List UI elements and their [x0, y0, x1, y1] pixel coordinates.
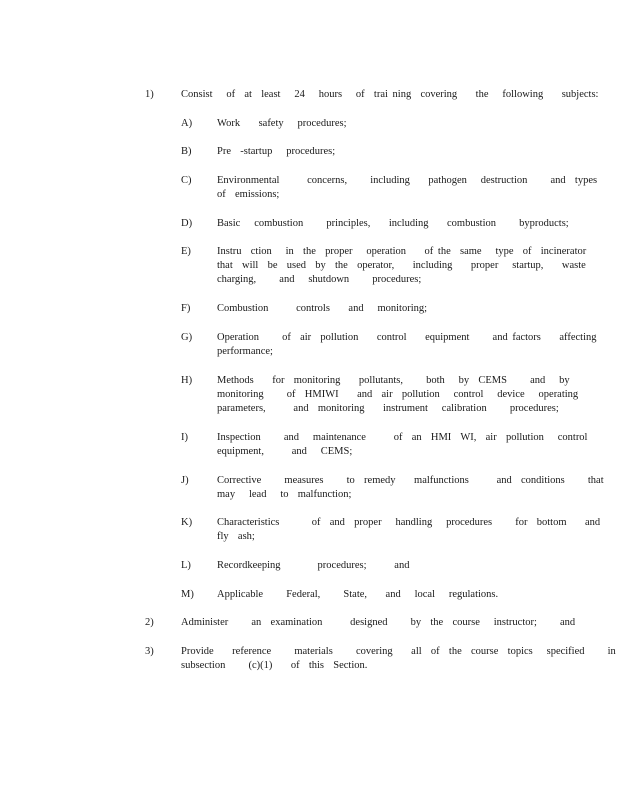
text-line: Combustion controls and monitoring; — [217, 303, 428, 314]
item-text — [181, 645, 616, 673]
item-text — [217, 331, 597, 359]
text-line: Instru ction in the proper operation of the same type of incinerator — [217, 246, 587, 257]
text-line: Recordkeeping procedures; and — [217, 560, 410, 571]
text-line: that will be used by the operator, including proper startup, waste — [217, 260, 586, 271]
item-text — [217, 145, 539, 159]
item-letter: K) — [181, 517, 193, 528]
item-letter: J) — [181, 475, 189, 486]
item-text — [217, 245, 587, 287]
item-number: 2) — [145, 617, 154, 628]
item-letter: H) — [181, 375, 193, 386]
text-line: of emissions; — [217, 189, 280, 200]
text-line: monitoring of HMIWI and air pollution control device operating — [217, 389, 579, 400]
text-line: Inspection and maintenance of an HMI WI, air pollution control — [217, 432, 588, 443]
item-letter: F) — [181, 303, 191, 314]
text-line: may lead to malfunction; — [217, 489, 352, 500]
text-line: Basic combustion principles, including combustion byproducts; — [217, 218, 569, 229]
item-letter: C) — [181, 175, 192, 186]
item-text — [217, 474, 604, 502]
item-text — [217, 117, 539, 131]
item-letter: G) — [181, 332, 193, 343]
text-line: subsection (c)(1) of this Section. — [181, 660, 368, 671]
item-number: 3) — [145, 646, 154, 657]
text-line: Methods for monitoring pollutants, both by CEMS and by — [217, 375, 570, 386]
item-text — [217, 588, 539, 602]
item-letter: M) — [181, 589, 194, 600]
item-letter: B) — [181, 146, 192, 157]
item-letter: E) — [181, 246, 191, 257]
item-letter: I) — [181, 432, 188, 443]
text-line: Applicable Federal, State, and local regulations. — [217, 589, 499, 600]
text-line: performance; — [217, 346, 273, 357]
text-line: Work safety procedures; — [217, 118, 347, 129]
text-line: Provide reference materials covering all of the course topics specified in — [181, 646, 616, 657]
text-line: charging, and shutdown procedures; — [217, 274, 422, 285]
item-text — [217, 516, 601, 544]
item-text — [217, 431, 588, 459]
text-line: Corrective measures to remedy malfunctions and conditions that — [217, 475, 604, 486]
item-text — [217, 374, 579, 416]
text-line: Consist of at least 24 hours of trai ning covering the following subjects: — [181, 89, 599, 100]
text-line: equipment, and CEMS; — [217, 446, 353, 457]
text-line: Environmental concerns, including pathogen destruction and types — [217, 175, 598, 186]
item-letter: D) — [181, 218, 193, 229]
item-text — [217, 217, 569, 231]
item-letter: L) — [181, 560, 191, 571]
item-letter: A) — [181, 118, 193, 129]
text-line: Characteristics of and proper handling procedures for bottom and — [217, 517, 601, 528]
item-text — [217, 302, 539, 316]
text-line: parameters, and monitoring instrument calibration procedures; — [217, 403, 559, 414]
item-text — [181, 88, 599, 102]
text-line: fly ash; — [217, 531, 255, 542]
item-text — [181, 616, 576, 630]
text-line: Administer an examination designed by the course instructor; and — [181, 617, 576, 628]
text-line: Operation of air pollution control equipment and factors affecting — [217, 332, 597, 343]
item-number: 1) — [145, 89, 154, 100]
item-text — [217, 174, 598, 202]
item-text — [217, 559, 539, 573]
text-line: Pre -startup procedures; — [217, 146, 336, 157]
